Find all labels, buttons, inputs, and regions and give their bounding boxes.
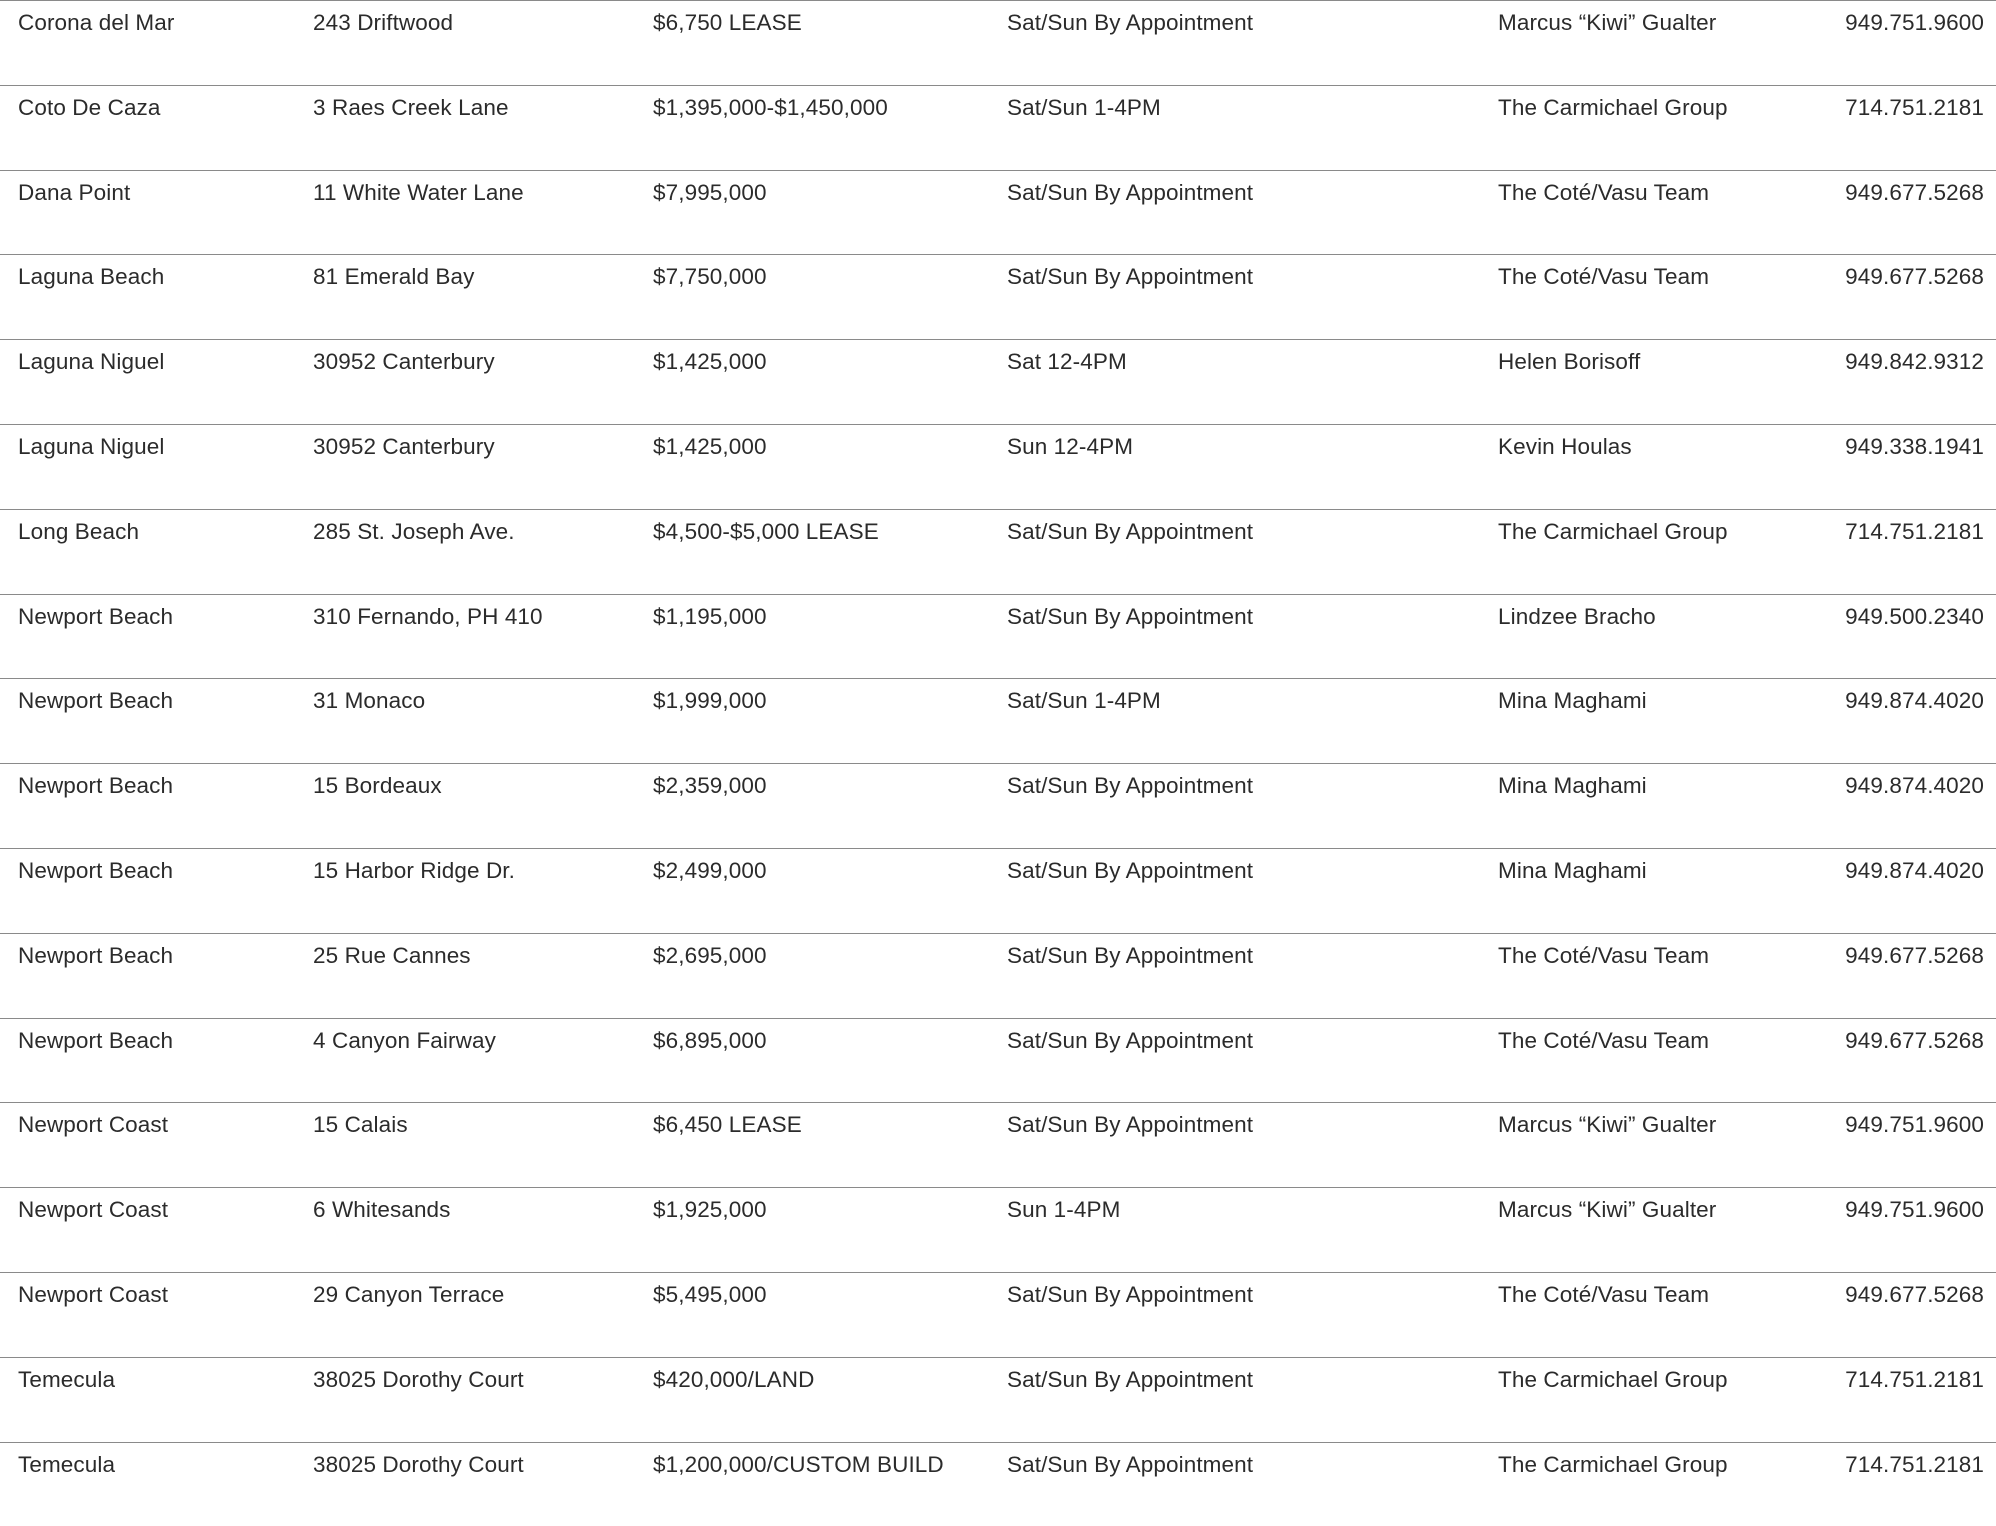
listing-city: Newport Coast (18, 1197, 169, 1223)
listing-row (0, 254, 1996, 339)
listing-agent: Marcus “Kiwi” Gualter (1498, 10, 1717, 35)
listing-price: $1,395,000-$1,450,000 (653, 94, 888, 120)
listing-row (0, 1102, 1996, 1187)
listing-city: Temecula (18, 1451, 116, 1477)
listing-hours: Sun 1-4PM (1007, 1197, 1121, 1223)
listing-agent: Kevin Houlas (1498, 433, 1632, 459)
listing-address: 4 Canyon Fairway (313, 1027, 496, 1053)
listing-hours: Sat/Sun By Appointment (1007, 1027, 1254, 1053)
listing-phone: 949.874.4020 (1845, 857, 1984, 883)
listing-agent: The Coté/Vasu Team (1498, 942, 1710, 968)
listing-hours: Sat/Sun By Appointment (1007, 1112, 1254, 1138)
listing-row (0, 170, 1996, 255)
listing-city: Laguna Niguel (18, 349, 165, 375)
listing-address: 15 Harbor Ridge Dr. (313, 857, 515, 883)
listing-agent: The Carmichael Group (1498, 94, 1728, 120)
listing-row (0, 1187, 1996, 1272)
listing-price: $420,000/LAND (653, 1366, 815, 1392)
listing-hours: Sat/Sun By Appointment (1007, 264, 1254, 290)
listing-hours: Sat/Sun By Appointment (1007, 1451, 1254, 1477)
listing-price: $1,425,000 (653, 349, 767, 375)
listing-phone: 714.751.2181 (1845, 518, 1984, 544)
listing-price: $6,750 LEASE (653, 10, 802, 35)
listing-address: 38025 Dorothy Court (313, 1451, 524, 1477)
listing-hours: Sat/Sun By Appointment (1007, 1281, 1254, 1307)
listing-address: 6 Whitesands (313, 1197, 451, 1223)
listing-row (0, 0, 1996, 85)
listing-hours: Sat/Sun By Appointment (1007, 1366, 1254, 1392)
listing-agent: The Carmichael Group (1498, 1451, 1728, 1477)
listing-row (0, 763, 1996, 848)
listing-city: Newport Beach (18, 1027, 174, 1053)
listing-city: Laguna Niguel (18, 433, 165, 459)
listing-hours: Sun 12-4PM (1007, 433, 1134, 459)
listing-address: 30952 Canterbury (313, 349, 495, 375)
listing-agent: The Coté/Vasu Team (1498, 179, 1710, 205)
listing-price: $7,995,000 (653, 179, 767, 205)
listing-price: $6,450 LEASE (653, 1112, 802, 1138)
listing-phone: 714.751.2181 (1845, 1366, 1984, 1392)
listing-hours: Sat/Sun By Appointment (1007, 518, 1254, 544)
listing-city: Long Beach (18, 518, 140, 544)
listing-price: $1,195,000 (653, 603, 767, 629)
listing-hours: Sat 12-4PM (1007, 349, 1127, 375)
listing-address: 38025 Dorothy Court (313, 1366, 524, 1392)
listing-city: Newport Beach (18, 688, 174, 714)
listing-address: 310 Fernando, PH 410 (313, 603, 543, 629)
listing-price: $2,695,000 (653, 942, 767, 968)
listing-price: $4,500-$5,000 LEASE (653, 518, 879, 544)
listing-row (0, 933, 1996, 1018)
listing-city: Newport Beach (18, 603, 174, 629)
listing-address: 15 Calais (313, 1112, 408, 1138)
listing-city: Newport Beach (18, 773, 174, 799)
listing-hours: Sat/Sun By Appointment (1007, 942, 1254, 968)
listing-row (0, 339, 1996, 424)
listing-price: $1,925,000 (653, 1197, 767, 1223)
listing-agent: The Carmichael Group (1498, 518, 1728, 544)
listing-hours: Sat/Sun 1-4PM (1007, 94, 1161, 120)
listing-city: Newport Coast (18, 1112, 169, 1138)
listing-address: 25 Rue Cannes (313, 942, 471, 968)
listing-row (0, 1357, 1996, 1442)
listing-city: Laguna Beach (18, 264, 165, 290)
listing-agent: The Coté/Vasu Team (1498, 1281, 1710, 1307)
listing-city: Corona del Mar (18, 10, 175, 35)
listing-phone: 949.751.9600 (1845, 10, 1984, 35)
listing-price: $1,200,000/CUSTOM BUILD (653, 1451, 944, 1477)
listing-address: 15 Bordeaux (313, 773, 442, 799)
listing-phone: 949.677.5268 (1845, 264, 1984, 290)
listing-hours: Sat/Sun By Appointment (1007, 603, 1254, 629)
listing-row (0, 85, 1996, 170)
listing-price: $1,425,000 (653, 433, 767, 459)
listing-address: 3 Raes Creek Lane (313, 94, 509, 120)
listing-row (0, 1442, 1996, 1526)
listing-row (0, 1018, 1996, 1103)
listing-phone: 714.751.2181 (1845, 1451, 1984, 1477)
listing-agent: The Coté/Vasu Team (1498, 1027, 1710, 1053)
listing-city: Newport Coast (18, 1281, 169, 1307)
listing-city: Newport Beach (18, 857, 174, 883)
listing-phone: 949.751.9600 (1845, 1112, 1984, 1138)
listing-agent: Mina Maghami (1498, 773, 1647, 799)
listing-hours: Sat/Sun 1-4PM (1007, 688, 1161, 714)
listing-agent: Marcus “Kiwi” Gualter (1498, 1197, 1717, 1223)
listing-agent: Helen Borisoff (1498, 349, 1641, 375)
listing-agent: Lindzee Bracho (1498, 603, 1656, 629)
listing-phone: 949.677.5268 (1845, 1027, 1984, 1053)
listing-city: Coto De Caza (18, 94, 161, 120)
listing-row (0, 509, 1996, 594)
listing-hours: Sat/Sun By Appointment (1007, 773, 1254, 799)
listing-address: 285 St. Joseph Ave. (313, 518, 515, 544)
listing-phone: 949.677.5268 (1845, 942, 1984, 968)
listing-address: 30952 Canterbury (313, 433, 495, 459)
listing-city: Newport Beach (18, 942, 174, 968)
listing-agent: Mina Maghami (1498, 688, 1647, 714)
listing-row (0, 1272, 1996, 1357)
listing-row (0, 424, 1996, 509)
listing-price: $1,999,000 (653, 688, 767, 714)
listing-address: 29 Canyon Terrace (313, 1281, 505, 1307)
listing-row (0, 678, 1996, 763)
listing-phone: 949.338.1941 (1845, 433, 1984, 459)
listing-price: $2,359,000 (653, 773, 767, 799)
listing-phone: 949.677.5268 (1845, 1281, 1984, 1307)
listing-hours: Sat/Sun By Appointment (1007, 10, 1254, 35)
listing-city: Temecula (18, 1366, 116, 1392)
listing-phone: 714.751.2181 (1845, 94, 1984, 120)
listing-phone: 949.677.5268 (1845, 179, 1984, 205)
listing-agent: Mina Maghami (1498, 857, 1647, 883)
listing-price: $6,895,000 (653, 1027, 767, 1053)
listing-row (0, 594, 1996, 679)
listing-hours: Sat/Sun By Appointment (1007, 857, 1254, 883)
listing-agent: The Carmichael Group (1498, 1366, 1728, 1392)
listing-address: 31 Monaco (313, 688, 426, 714)
listing-price: $7,750,000 (653, 264, 767, 290)
listing-phone: 949.500.2340 (1845, 603, 1984, 629)
listing-row (0, 848, 1996, 933)
listing-agent: The Coté/Vasu Team (1498, 264, 1710, 290)
listing-price: $5,495,000 (653, 1281, 767, 1307)
listing-phone: 949.751.9600 (1845, 1197, 1984, 1223)
listing-phone: 949.842.9312 (1845, 349, 1984, 375)
listing-hours: Sat/Sun By Appointment (1007, 179, 1254, 205)
listing-address: 11 White Water Lane (313, 179, 524, 205)
listing-phone: 949.874.4020 (1845, 688, 1984, 714)
listing-address: 243 Driftwood (313, 10, 454, 35)
listing-price: $2,499,000 (653, 857, 767, 883)
listing-city: Dana Point (18, 179, 131, 205)
listing-phone: 949.874.4020 (1845, 773, 1984, 799)
listing-address: 81 Emerald Bay (313, 264, 475, 290)
listing-agent: Marcus “Kiwi” Gualter (1498, 1112, 1717, 1138)
